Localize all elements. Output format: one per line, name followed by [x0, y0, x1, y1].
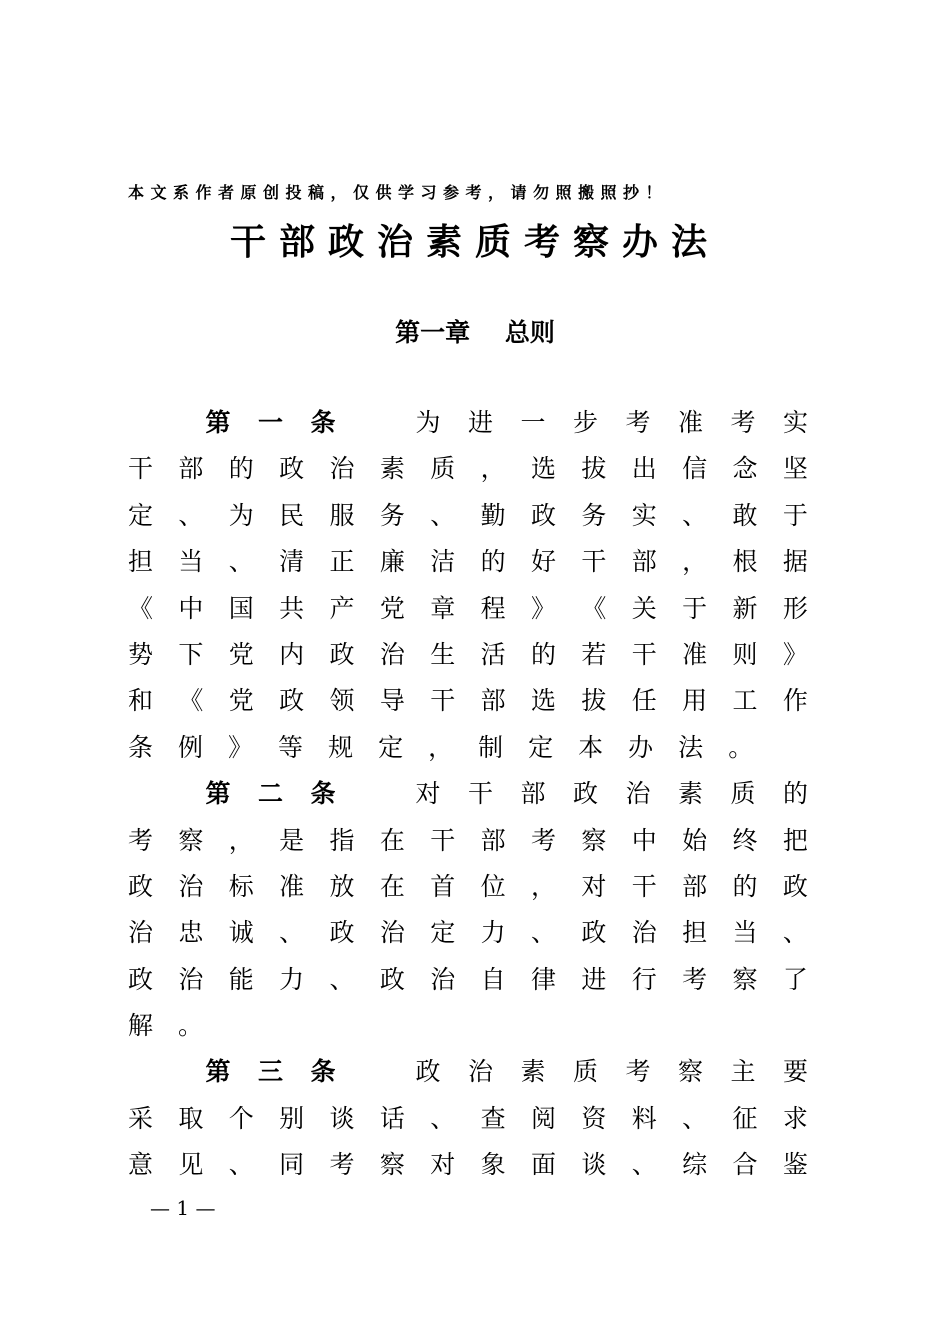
- page-number: — 1 —: [150, 1196, 216, 1220]
- body-line: 第 二 条 对 干 部 政 治 素 质 的: [205, 779, 808, 809]
- body-line: 政 治 能 力 、 政 治 自 律 进 行 考 察 了: [128, 964, 808, 994]
- body-line: 定 、 为 民 服 务 、 勤 政 务 实 、 敢 于: [128, 500, 808, 530]
- body-line: 担 当 、 清 正 廉 洁 的 好 干 部 ， 根 据: [128, 547, 808, 577]
- body-line: 采 取 个 别 谈 话 、 查 阅 资 料 、 征 求: [128, 1103, 808, 1133]
- document-body: [128, 400, 808, 1189]
- body-line: 干 部 的 政 治 素 质 ， 选 拔 出 信 念 坚: [128, 454, 808, 484]
- copyright-notice: 本文系作者原创投稿，仅供学习参考，请勿照搬照抄！: [128, 183, 669, 202]
- body-line: 政 治 标 准 放 在 首 位 ， 对 干 部 的 政: [128, 871, 808, 901]
- body-line: 第 三 条 政 治 素 质 考 察 主 要: [205, 1057, 808, 1087]
- body-line: 第 一 条 为 进 一 步 考 准 考 实: [205, 408, 808, 437]
- body-line: 势 下 党 内 政 治 生 活 的 若 干 准 则 》: [128, 639, 808, 669]
- body-line: 和 《 党 政 领 导 干 部 选 拔 任 用 工 作: [128, 686, 808, 716]
- body-line: 解 。: [128, 1011, 204, 1041]
- body-line: 《 中 国 共 产 党 章 程 》 《 关 于 新 形: [128, 593, 808, 623]
- body-line: 条 例 》 等 规 定 ， 制 定 本 办 法 。: [128, 732, 754, 762]
- body-line: 考 察 ， 是 指 在 干 部 考 察 中 始 终 把: [128, 825, 808, 855]
- body-line: 意 见 、 同 考 察 对 象 面 谈 、 综 合 鉴: [128, 1150, 808, 1180]
- body-line: 治 忠 诚 、 政 治 定 力 、 政 治 担 当 、: [128, 918, 808, 948]
- chapter-heading: 第一章 总则: [395, 318, 555, 347]
- document-title: 干部政治素质考察办法: [229, 221, 720, 263]
